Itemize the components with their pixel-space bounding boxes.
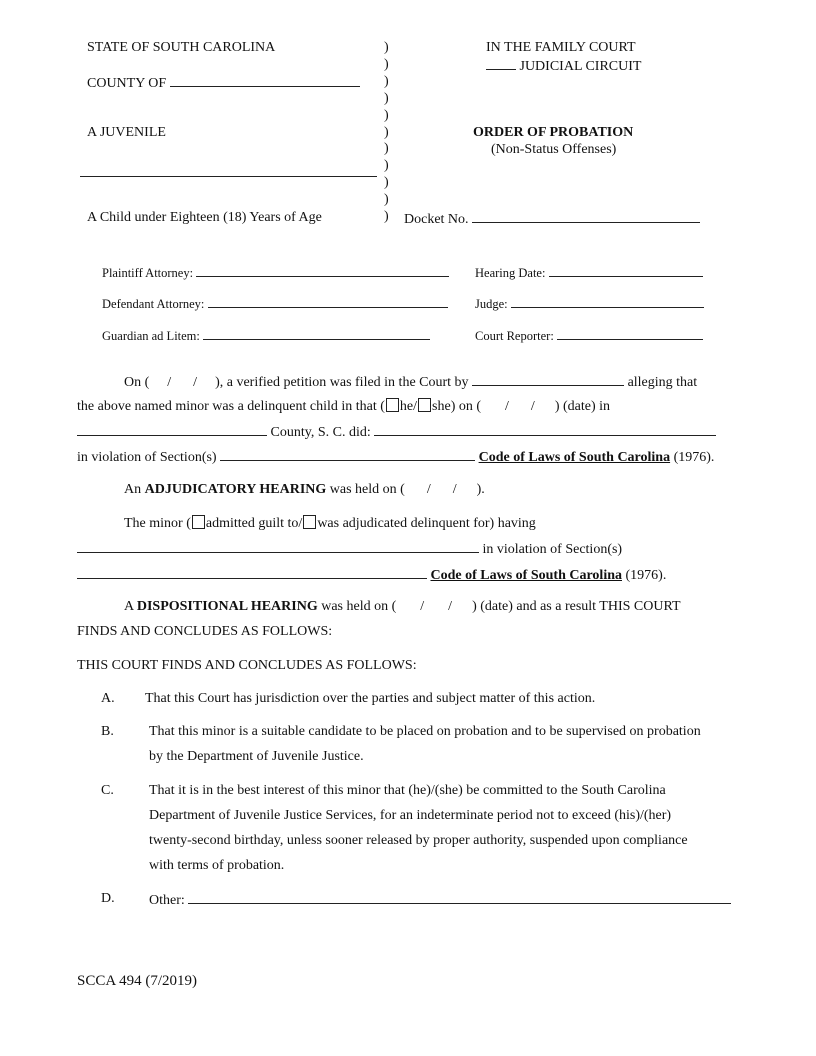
- caption-divider: ) ) ) ) ) ) ) ) ) ) ): [384, 40, 389, 225]
- guardian-field[interactable]: [203, 327, 430, 340]
- petition-line-3: County, S. C. did:: [77, 423, 716, 441]
- minor-offense-field[interactable]: [77, 540, 479, 553]
- petition-line-4: in violation of Section(s) Code of Laws of South Carolina (1976).: [77, 450, 715, 465]
- finding-c-text: twenty-second birthday, unless sooner released by proper authority, suspended upon compliance: [149, 833, 688, 848]
- defendant-attorney-label: Defendant Attorney:: [102, 295, 448, 312]
- finding-b-letter: B.: [101, 724, 114, 739]
- order-title: ORDER OF PROBATION: [473, 125, 634, 140]
- judge-field[interactable]: [511, 295, 704, 308]
- hearing-date-label: Hearing Date:: [475, 264, 703, 281]
- finding-c-letter: C.: [101, 783, 114, 798]
- county-offense-field[interactable]: [77, 423, 267, 436]
- minor-line-3: Code of Laws of South Carolina (1976).: [77, 566, 666, 584]
- finding-a-letter: A.: [101, 691, 115, 706]
- court-reporter-field[interactable]: [557, 327, 703, 340]
- circuit-label: JUDICIAL CIRCUIT: [486, 57, 641, 75]
- plaintiff-attorney-field[interactable]: [196, 264, 449, 277]
- finding-c-text: with terms of probation.: [149, 858, 285, 873]
- county-field[interactable]: [170, 74, 360, 87]
- circuit-field[interactable]: [486, 57, 516, 70]
- petition-line-1: On ( / / ), a verified petition was filed in the Court by alleging that: [124, 375, 698, 390]
- docket-label: Docket No.: [404, 210, 700, 228]
- juvenile-label: A JUVENILE: [87, 125, 166, 140]
- docket-field[interactable]: [472, 210, 700, 223]
- order-subtitle: (Non-Status Offenses): [491, 142, 617, 157]
- offense-field[interactable]: [374, 423, 716, 436]
- she-checkbox[interactable]: [418, 398, 431, 412]
- finding-c-text: That it is in the best interest of this minor that (he)/(she) be committed to the South Carolina: [149, 783, 666, 798]
- minor-line-1: The minor ( admitted guilt to/ was adjudicated delinquent for) having: [124, 516, 536, 531]
- defendant-attorney-field[interactable]: [208, 295, 448, 308]
- minor-line-2: in violation of Section(s): [77, 540, 622, 558]
- hearing-date-field[interactable]: [549, 264, 703, 277]
- petitioner-field[interactable]: [472, 373, 624, 386]
- admitted-checkbox[interactable]: [192, 515, 205, 529]
- adjudicated-checkbox[interactable]: [303, 515, 316, 529]
- finding-b-text: That this minor is a suitable candidate to be placed on probation and to be supervised on probation: [149, 724, 701, 739]
- county-label: COUNTY OF: [87, 74, 360, 92]
- finding-d-text: Other:: [149, 891, 731, 909]
- state-label: STATE OF SOUTH CAROLINA: [87, 40, 276, 55]
- he-checkbox[interactable]: [386, 398, 399, 412]
- finding-d-letter: D.: [101, 891, 115, 906]
- dispositional-line-2: FINDS AND CONCLUDES AS FOLLOWS:: [77, 624, 333, 639]
- finding-b-text: by the Department of Juvenile Justice.: [149, 749, 364, 764]
- form-number: SCCA 494 (7/2019): [77, 973, 198, 989]
- petition-line-2: the above named minor was a delinquent child in that ( he/ she) on ( / / ) (date) in: [77, 399, 611, 414]
- section-field[interactable]: [220, 448, 475, 461]
- dispositional-line-1: A DISPOSITIONAL HEARING was held on ( / / ) (date) and as a result THIS COURT: [124, 599, 681, 614]
- court-label: IN THE FAMILY COURT: [486, 40, 636, 55]
- guardian-label: Guardian ad Litem:: [102, 327, 430, 344]
- plaintiff-attorney-label: Plaintiff Attorney:: [102, 264, 449, 281]
- adjudicatory-line: An ADJUDICATORY HEARING was held on ( / / ).: [124, 482, 485, 497]
- finding-c-text: Department of Juvenile Justice Services, for an indeterminate period not to exceed (his)/(her): [149, 808, 672, 823]
- other-field[interactable]: [188, 891, 731, 904]
- minor-section-field[interactable]: [77, 566, 427, 579]
- child-label: A Child under Eighteen (18) Years of Age: [87, 210, 322, 225]
- findings-heading: THIS COURT FINDS AND CONCLUDES AS FOLLOWS:: [77, 658, 417, 673]
- finding-a-text: That this Court has jurisdiction over the parties and subject matter of this action.: [145, 691, 596, 706]
- judge-label: Judge:: [475, 295, 704, 312]
- court-reporter-label: Court Reporter:: [475, 327, 703, 344]
- juvenile-name-field[interactable]: [80, 176, 377, 177]
